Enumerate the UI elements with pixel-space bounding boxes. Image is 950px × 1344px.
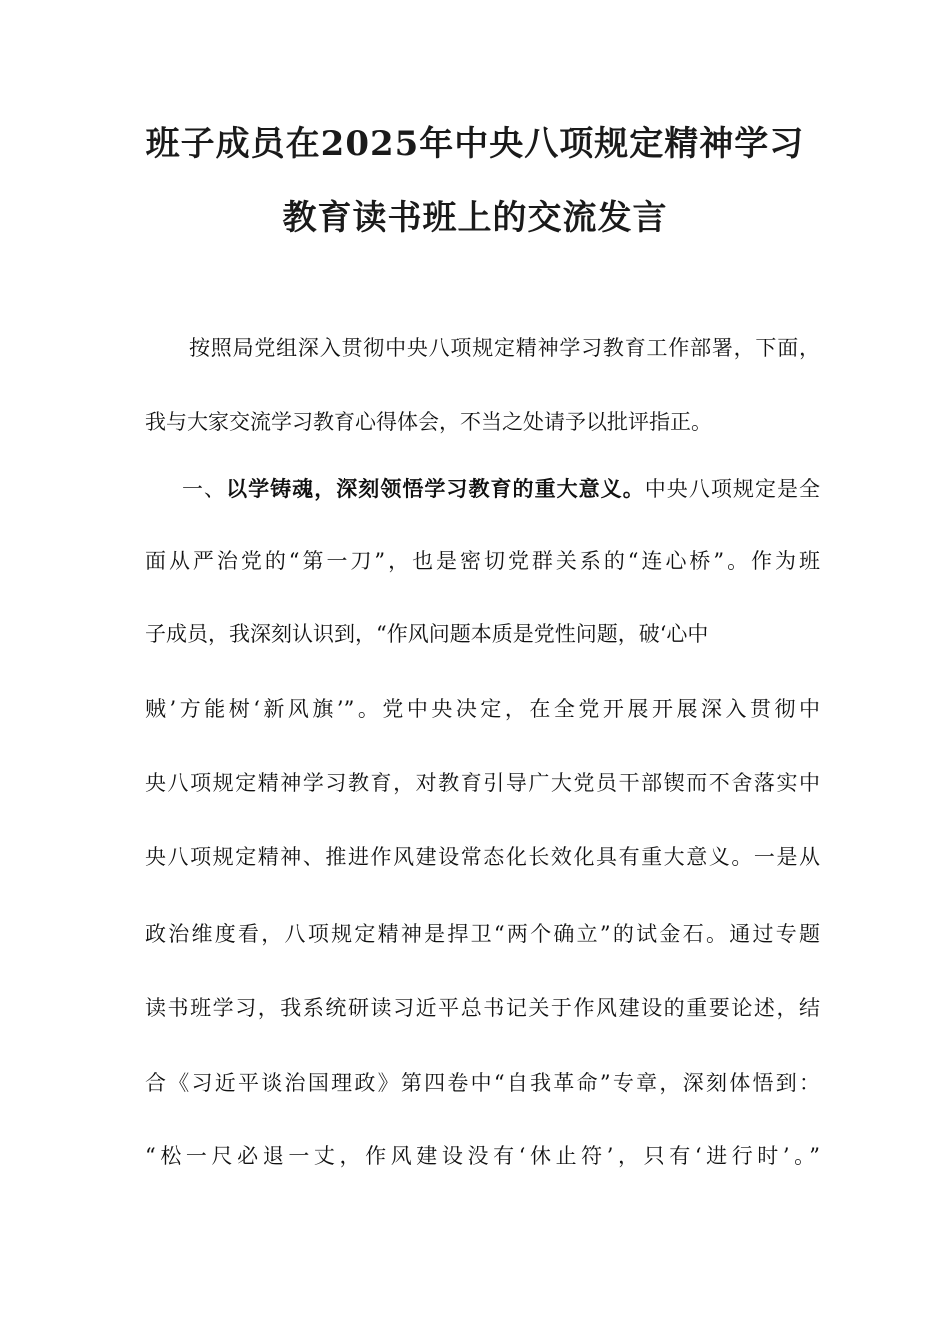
text-line: 读书班学习，我系统研读习近平总书记关于作风建设的重要论述，结 xyxy=(145,996,820,1020)
text-line xyxy=(182,475,820,503)
section-heading: 以学铸魂，深刻领悟学习教育的重大意义。 xyxy=(226,476,645,501)
text-line: 央八项规定精神学习教育，对教育引导广大党员干部锲而不舍落实中 xyxy=(145,771,820,795)
text-line: 面从严治党的“第一刀”，也是密切党群关系的“连心桥”。作为班 xyxy=(145,549,820,573)
document-title-line-1: 班子成员在2025年中央八项规定精神学习 xyxy=(145,124,805,164)
text-span: 中央八项规定是全 xyxy=(644,477,821,501)
text-line: “松一尺必退一丈，作风建设没有‘休止符’，只有‘进行时’。” xyxy=(145,1144,820,1168)
text-line: 贼’方能树‘新风旗’”。党中央决定，在全党开展开展深入贯彻中 xyxy=(145,697,820,721)
section-number: 一、 xyxy=(182,477,227,501)
text-line: 央八项规定精神、推进作风建设常态化长效化具有重大意义。一是从 xyxy=(145,845,820,869)
text-line: 政治维度看，八项规定精神是捍卫“两个确立”的试金石。通过专题 xyxy=(145,922,820,946)
text-line: 我与大家交流学习教育心得体会，不当之处请予以批评指正。 xyxy=(145,410,712,434)
text-line: 合《习近平谈治国理政》第四卷中“自我革命”专章，深刻体悟到： xyxy=(145,1071,820,1095)
text-line: 按照局党组深入贯彻中央八项规定精神学习教育工作部署，下面， xyxy=(189,336,820,360)
document-title-line-2: 教育读书班上的交流发言 xyxy=(282,198,668,238)
text-line: 子成员，我深刻认识到，“作风问题本质是党性问题，破‘心中 xyxy=(145,622,709,646)
